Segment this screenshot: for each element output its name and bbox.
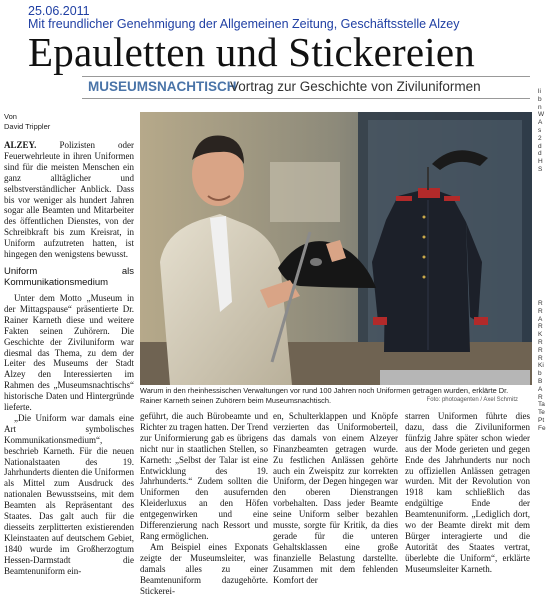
- side-line: A: [538, 119, 543, 127]
- col2-paragraph-1: geführt, die auch Bürobeamte und Richter zu tragen hatten. Der Trend zur Uniformierung gab es übrigens nicht nur in staatlichen Stellen, so Karneth: „Selbst der Talar ist eine Entwicklung des 19. Jahrhunderts.“ Zudem sollten die Uniformen den ausufernden Kleiderluxus an den Höfen entgegenwirken und eine Differenzierung nach Ressort und Rang ermöglichen.: [140, 411, 268, 541]
- side-line: 2: [538, 134, 542, 142]
- article-photo: [140, 112, 532, 385]
- side-line: K: [538, 331, 543, 339]
- photo-caption: Warum in den rheinhessischen Verwaltungen vor rund 100 Jahren noch Uniformen getragen wurden, erklärte Dr. Rainer Karneth seinen Zuhörern beim Museumsnachtisch.: [140, 386, 509, 405]
- col2-paragraph-2: Am Beispiel eines Exponats zeigte der Museumsleiter, was damals alles zu einer Beamtenuniform dazugehörte. Stickerei-: [140, 541, 268, 596]
- side-line: W: [538, 111, 545, 119]
- side-line: Pt: [538, 416, 545, 424]
- edition-date: 25.06.2011: [28, 4, 90, 18]
- side-line: H: [538, 158, 543, 166]
- side-line: R: [538, 393, 543, 401]
- photo-caption-block: [140, 386, 532, 405]
- side-line: R: [538, 323, 543, 331]
- photo-credit: Foto: photoagenten / Axel Schmitz: [426, 396, 518, 403]
- side-line: n: [538, 103, 542, 111]
- column-4: [405, 411, 530, 575]
- side-column-top: [538, 88, 546, 174]
- side-column-bottom: [538, 300, 546, 433]
- side-line: b: [538, 95, 542, 103]
- column-3: [273, 411, 398, 586]
- article-title: Epauletten und Stickereien: [28, 29, 475, 75]
- side-line: R: [538, 354, 543, 362]
- side-line: R: [538, 307, 543, 315]
- side-line: d: [538, 142, 542, 150]
- side-line: A: [538, 315, 543, 323]
- col1-paragraph-2: „Die Uniform war damals eine Art symbolisches Kommunikationsmedium“, beschrieb Karneth. Für die neuen Nationalstaaten des 19. Jahrhunderts dienten die Uniformen als Mittel zum Ausdruck des nationalen Bewusstseins, mit dem Beamten als Repräsentant des Staates. Das galt auch für die diesseits zerplitterten existierenden Kleinstaaten auf deutschem Gebiet, 1840 wurde im Großherzogtum Hessen-Darmstadt die Beamtenuniform ein-: [4, 412, 134, 576]
- side-line: R: [538, 300, 543, 307]
- column-1: [4, 140, 134, 577]
- lead-text: Polizisten oder Feuerwehrleute in ihren Uniformen sind für die meisten Menschen ein ganz alltäglicher und selbstverständlicher Anblick. Dass bis vor weniger als hundert Jahren sogar alle Beamten und Mitarbeiter des öffentlichen Dienstes, von der Schreibkraft bis zum Kreisrat, in Uniform aufzutreten hatten, ist hingegen den wenigstens bewusst.: [4, 140, 134, 260]
- side-line: s: [538, 126, 542, 134]
- side-line: B: [538, 377, 543, 385]
- subtitle-rule: [82, 98, 530, 99]
- column-2: [140, 411, 268, 596]
- side-line: A: [538, 385, 543, 393]
- lead-paragraph: [4, 140, 134, 260]
- side-line: li: [538, 88, 541, 95]
- side-line: b: [538, 370, 542, 378]
- side-line: Ki: [538, 362, 544, 370]
- lead-location: ALZEY.: [4, 140, 37, 150]
- byline-label: Von: [4, 112, 17, 121]
- permission-note: Mit freundlicher Genehmigung der Allgemeinen Zeitung, Geschäftsstelle Alzey: [28, 17, 460, 31]
- side-line: S: [538, 165, 543, 173]
- side-line: Fe: [538, 424, 546, 432]
- side-line: Ta: [538, 401, 545, 409]
- side-line: d: [538, 150, 542, 158]
- photo-illustration: [140, 112, 532, 385]
- title-rule: [82, 76, 530, 77]
- col4-paragraph-1: starren Uniformen führte dies dazu, dass die Ziviluniformen fünfzig Jahre später schon wieder aus der Mode gerieten und gegen Ende des Jahrhunderts nur noch zu offiziellen Anlässen getragen wurden. Mit der Revolution von 1918 kam schließlich das endgültige Ende der Beamtenuniform. „Lediglich dort, wo der Beamte direkt mit dem Bürger interagierte und die Autorität des Staates vertrat, überlebte die Uniform“, erklärte Museumsleiter Karneth.: [405, 411, 530, 574]
- side-line: R: [538, 346, 543, 354]
- author-name: David Trippler: [4, 122, 51, 131]
- col3-paragraph-1: en, Schulterklappen und Knöpfe verzierten das Uniformoberteil, das damals von einem Alzeyer Finanzbeamten getragen wurde. Zu festlichen Anlässen gehörte auch ein Zweispitz zur korrekten Uniform, der Degen hingegen war den oberen Dienstrangen vorbehalten. Dass jeder Beamte seine Uniform selber bezahlen musste, sorgte für Kritik, da dies gerade für die unteren Gehaltsklassen eine große finanzielle Belastung darstellte. Zusammen mit dem fehlenden Komfort der: [273, 411, 398, 585]
- col1-paragraph-1: Unter dem Motto „Museum in der Mittagspause“ präsentierte Dr. Rainer Karneth diese und weitere Fakten seinen Zuhörern. Die Geschichte der Ziviluniform war diesmal das Thema, zu dem der Leiter des Museums der Stadt Alzey den Interessierten im Rahmen des „Museumsnachtischs“ historische Daten und Hintergründe lieferte.: [4, 292, 134, 413]
- subheading: Uniform als Kommunikationsmedium: [4, 265, 134, 289]
- byline: [4, 112, 50, 132]
- rubric-label: MUSEUMSNACHTISCH: [88, 79, 237, 94]
- side-line: Te: [538, 409, 545, 417]
- side-line: R: [538, 338, 543, 346]
- article-subtitle: Vortrag zur Geschichte von Ziviluniformen: [230, 79, 481, 94]
